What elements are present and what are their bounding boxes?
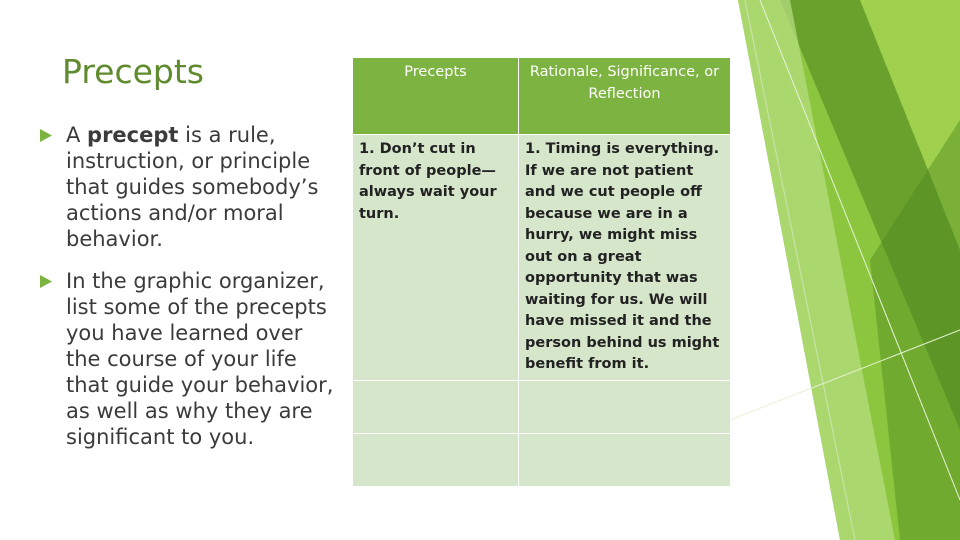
arrow-right-icon <box>40 129 52 142</box>
table-cell <box>353 433 519 486</box>
bullet-item <box>40 122 340 252</box>
table-header-row <box>353 58 731 135</box>
bullet-list <box>40 122 340 466</box>
column-header-precepts: Precepts <box>353 58 519 135</box>
bullet-text: A precept is a rule, instruction, or principle that guides somebody’s actions and/or moral behavior. <box>66 123 319 251</box>
slide-title: Precepts <box>62 52 204 91</box>
column-header-rationale: Rationale, Significance, or Reflection <box>519 58 731 135</box>
bullet-item <box>40 268 340 450</box>
table-cell <box>519 433 731 486</box>
arrow-right-icon <box>40 275 52 288</box>
table-row <box>353 433 731 486</box>
table-cell <box>353 380 519 433</box>
table-cell: 1. Don’t cut in front of people—always wait your turn. <box>353 135 519 381</box>
table-row <box>353 135 731 381</box>
graphic-organizer-table <box>352 57 731 487</box>
table-cell <box>519 380 731 433</box>
bold-term: precept <box>87 123 179 147</box>
table-cell: 1. Timing is everything. If we are not patient and we cut people off because we are in a hurry, we might miss out on a great opportunity that was waiting for us. We will have missed it and the person behind us might benefit from it. <box>519 135 731 381</box>
table-row <box>353 380 731 433</box>
bullet-text: In the graphic organizer, list some of the precepts you have learned over the course of your life that guide your behavior, as well as why they are significant to you. <box>66 269 334 449</box>
